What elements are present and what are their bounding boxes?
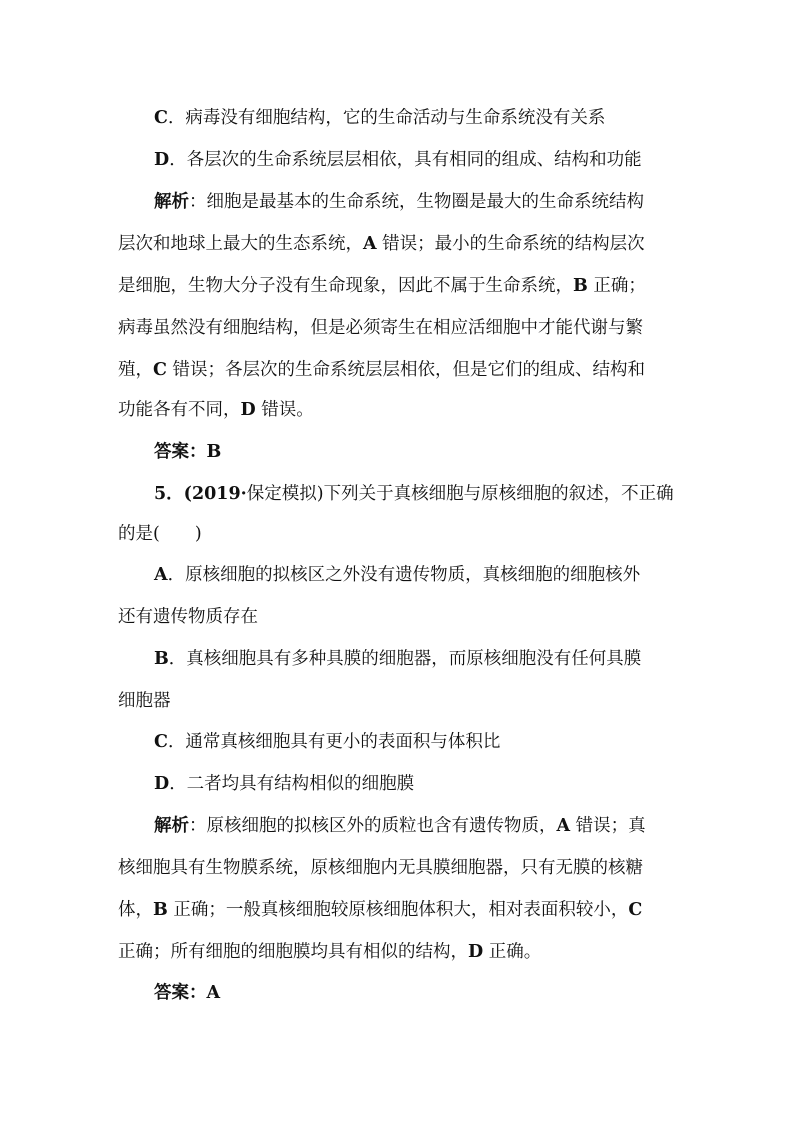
analysis-text: 正确；所有细胞的细胞膜均具有相似的结构，	[118, 942, 468, 962]
q4-analysis-line-6	[118, 398, 314, 422]
option-reference: B	[153, 900, 168, 920]
q4-analysis-line-5	[118, 358, 645, 382]
answer-label: 答案	[154, 983, 189, 1003]
q5-analysis-line-3	[118, 898, 642, 922]
analysis-text: 体，	[118, 900, 153, 920]
answer-label: 答案	[154, 442, 189, 462]
option-letter: D	[154, 150, 170, 170]
option-letter: C	[154, 732, 168, 752]
option-letter: D	[154, 774, 170, 794]
option-text: ．各层次的生命系统层层相依，具有相同的组成、结构和功能	[169, 150, 642, 170]
option-text: ．真核细胞具有多种具膜的细胞器，而原核细胞没有任何具膜	[168, 649, 642, 669]
analysis-text: 错误；各层次的生命系统层层相依，但是它们的组成、结构和	[166, 360, 645, 380]
option-reference: A	[363, 234, 377, 254]
analysis-text: 错误；真	[570, 816, 646, 836]
question-source: 保定模拟	[246, 484, 317, 504]
question-number: 5．(2019·	[154, 484, 247, 504]
option-letter: C	[154, 108, 168, 128]
option-text: ．通常真核细胞具有更小的表面积与体积比	[167, 732, 501, 752]
analysis-text: 正确；一般真核细胞较原核细胞体积大，相对表面积较小，	[167, 900, 629, 920]
q5-analysis-line-4	[118, 940, 541, 964]
option-text: ．病毒没有细胞结构，它的生命活动与生命系统没有关系	[167, 108, 606, 128]
q5-analysis-line-1	[154, 814, 646, 838]
option-reference: D	[468, 942, 484, 962]
analysis-label: 解析	[154, 816, 189, 836]
q5-option-b	[154, 647, 641, 671]
analysis-text: 正确。	[483, 942, 542, 962]
option-reference: D	[240, 400, 256, 420]
analysis-text: 功能各有不同，	[118, 400, 241, 420]
q5-analysis-line-2	[118, 856, 643, 880]
analysis-text: ：原核细胞的拟核区外的质粒也含有遗传物质，	[189, 816, 557, 836]
q5-option-b-cont	[118, 689, 171, 713]
analysis-text: 是细胞，生物大分子没有生命现象，因此不属于生命系统，	[118, 276, 573, 296]
option-text-cont: 还有遗传物质存在	[118, 607, 258, 627]
q4-option-c	[154, 106, 605, 130]
analysis-text: 核细胞具有生物膜系统，原核细胞内无具膜细胞器，只有无膜的核糖	[118, 858, 643, 878]
q5-answer	[154, 981, 220, 1005]
option-reference: A	[556, 816, 571, 836]
q5-option-a	[154, 563, 640, 587]
option-text: ．二者均具有结构相似的细胞膜	[169, 774, 415, 794]
answer-value: ：B	[189, 442, 222, 462]
q4-analysis-line-4	[118, 316, 643, 340]
analysis-text: 错误；最小的生命系统的结构层次	[376, 234, 645, 254]
option-text: ．原核细胞的拟核区之外没有遗传物质，真核细胞的细胞核外	[167, 565, 641, 585]
q4-analysis-line-1	[154, 190, 644, 214]
analysis-text: 殖，	[118, 360, 153, 380]
option-reference: B	[573, 276, 588, 296]
analysis-text: 正确；	[587, 276, 646, 296]
q5-option-c	[154, 730, 500, 754]
option-letter: A	[154, 565, 168, 585]
q4-analysis-line-3	[118, 274, 646, 298]
q5-option-d	[154, 772, 414, 796]
answer-value: ：A	[189, 983, 221, 1003]
analysis-text: 病毒虽然没有细胞结构，但是必须寄生在相应活细胞中才能代谢与繁	[118, 318, 643, 338]
option-reference: C	[628, 900, 643, 920]
option-letter: B	[154, 649, 169, 669]
analysis-label: 解析	[154, 192, 189, 212]
q5-option-a-cont	[118, 605, 258, 629]
analysis-text: 错误。	[255, 400, 314, 420]
option-reference: C	[153, 360, 167, 380]
analysis-text: ：细胞是最基本的生命系统，生物圈是最大的生命系统结构	[189, 192, 644, 212]
question-stem-cont: 的是( )	[118, 524, 202, 544]
q4-option-d	[154, 148, 642, 172]
analysis-text: 层次和地球上最大的生态系统，	[118, 234, 363, 254]
q5-stem-line-1	[154, 482, 674, 506]
question-stem: )下列关于真核细胞与原核细胞的叙述，不正确	[316, 484, 674, 504]
q4-analysis-line-2	[118, 232, 645, 256]
q4-answer	[154, 440, 221, 464]
q5-stem-line-2	[118, 522, 202, 546]
option-text-cont: 细胞器	[118, 691, 171, 711]
